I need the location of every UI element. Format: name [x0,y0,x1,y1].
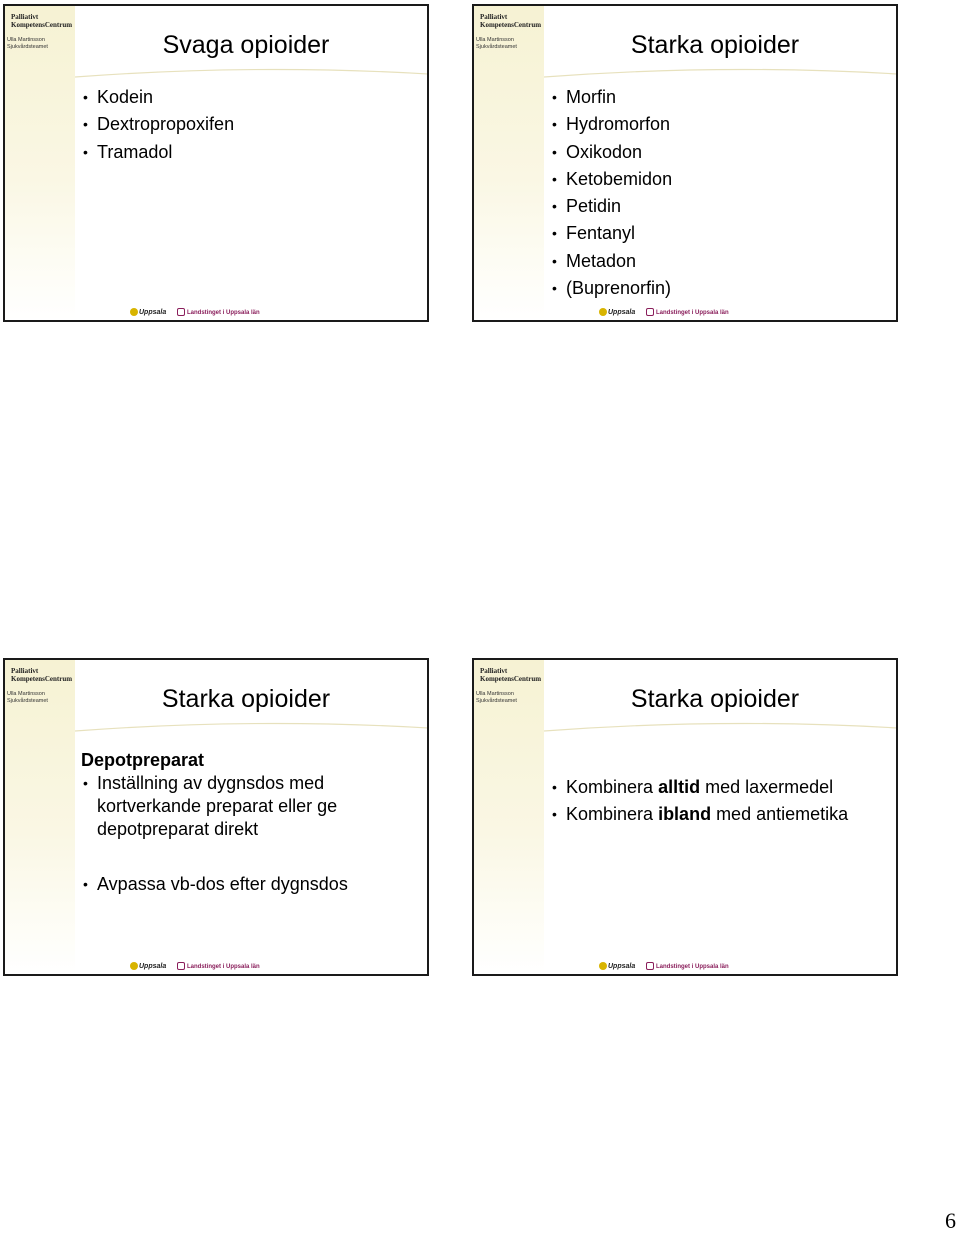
slide-3 [3,658,429,976]
brand-logo: Palliativt KompetensCentrum [11,667,73,683]
decorative-arc [75,721,429,751]
footer-logos [599,962,729,972]
list-item: • Oxikodon [552,139,876,166]
section-heading: Depotpreparat [81,750,205,770]
slide-title: Starka opioider [161,685,331,713]
slide-title: Starka opioider [630,685,800,713]
slide-4 [472,658,898,976]
sidebar-gradient [5,6,75,320]
footer-logos [130,308,260,318]
footer-logos [130,962,260,972]
bullet-list [83,772,407,841]
page-number: 6 [945,1208,956,1233]
uppsala-logo: Uppsala [130,308,166,318]
list-item: • Morfin [552,84,876,111]
author-credit: Ulla Martinsson Sjukvårdsteamet [7,37,48,50]
slide-1 [3,4,429,322]
author-credit: Ulla Martinsson Sjukvårdsteamet [7,691,48,704]
slide-content [83,84,407,166]
landstinget-logo: Landstinget i Uppsala län [646,962,729,972]
list-item: • Kombinera alltid med laxermedel [552,774,876,801]
uppsala-logo: Uppsala [599,308,635,318]
slide-content [552,774,876,829]
list-item: • Hydromorfon [552,111,876,138]
list-item: • Tramadol [83,139,407,166]
author-credit: Ulla Martinsson Sjukvårdsteamet [476,691,517,704]
landstinget-logo: Landstinget i Uppsala län [177,308,260,318]
brand-logo: Palliativt KompetensCentrum [480,667,542,683]
list-item: • Dextropropoxifen [83,111,407,138]
uppsala-logo: Uppsala [130,962,166,972]
slide-content [81,748,407,898]
bullet-list [552,84,876,302]
slide-2 [472,4,898,322]
list-item: • Petidin [552,193,876,220]
footer-logos [599,308,729,318]
slide-content [552,84,876,302]
list-item: • Fentanyl [552,220,876,247]
bullet-list [552,774,876,829]
bullet-list [83,84,407,166]
bullet-list [83,871,407,898]
slide-title: Svaga opioider [162,31,330,59]
list-item: • Kodein [83,84,407,111]
landstinget-logo: Landstinget i Uppsala län [177,962,260,972]
sidebar-gradient [474,660,544,974]
list-item: • Avpassa vb-dos efter dygnsdos [83,871,407,898]
uppsala-logo: Uppsala [599,962,635,972]
list-item: • (Buprenorfin) [552,275,876,302]
spacer [81,841,407,871]
slide-title: Starka opioider [630,31,800,59]
author-credit: Ulla Martinsson Sjukvårdsteamet [476,37,517,50]
list-item: • Kombinera ibland med antiemetika [552,801,876,828]
sidebar-gradient [474,6,544,320]
landstinget-logo: Landstinget i Uppsala län [646,308,729,318]
list-item: • Inställning av dygnsdos med kortverkande preparat eller ge depotpreparat direkt [83,772,407,841]
list-item: • Ketobemidon [552,166,876,193]
sidebar-gradient [5,660,75,974]
brand-logo: Palliativt KompetensCentrum [480,13,542,29]
list-item: • Metadon [552,248,876,275]
decorative-arc [544,721,898,751]
brand-logo: Palliativt KompetensCentrum [11,13,73,29]
